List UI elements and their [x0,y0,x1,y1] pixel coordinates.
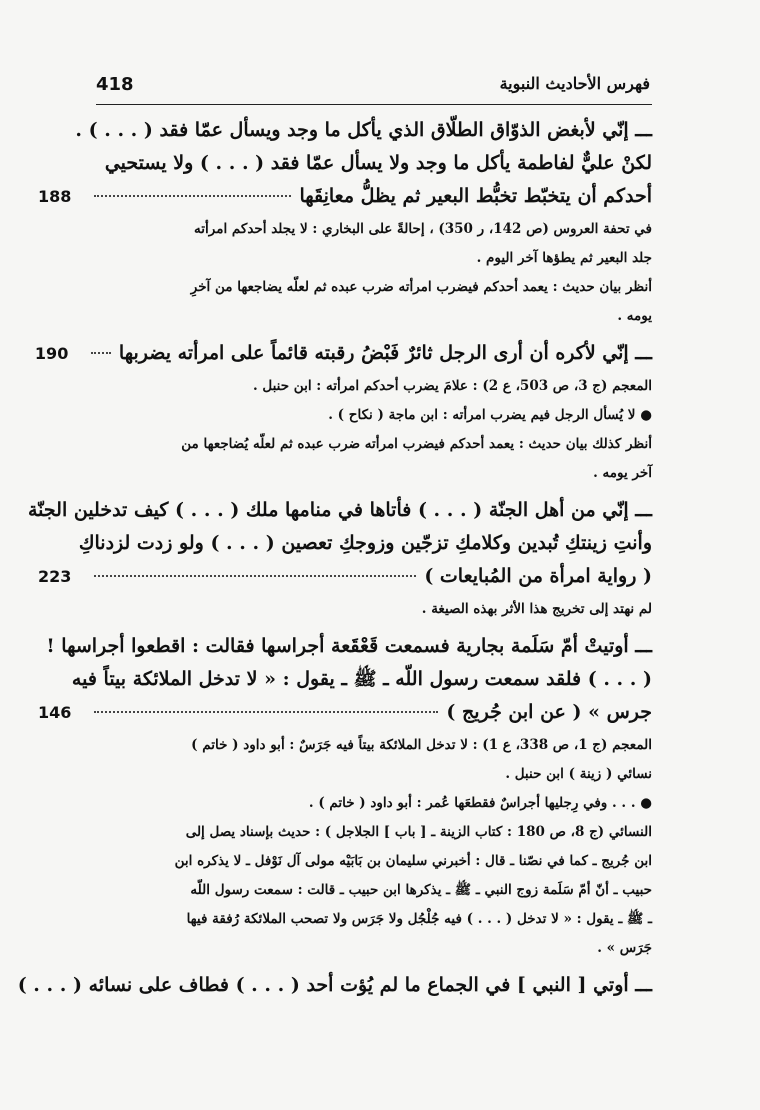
note-line: آخر يومه . [593,465,652,481]
hadith-notes [94,731,652,963]
page-reference: 190 [34,344,69,363]
hadith-text [38,630,652,729]
hadith-line: ( . . . ) فلقد سمعت رسول اللّه ـ ﷺ ـ يقول : « لا تدخل الملائكة بيتاً فيه [71,668,652,690]
note-line: نسائي ( زينة ) ابن حنبل . [505,766,652,782]
hadith-entry [34,337,652,488]
hadith-entry [17,969,652,1002]
note-line: المعجم (ج 3، ص 503، ع 2) : علامَ يضرب أحدكم امرأته : ابن حنبل . [252,378,652,394]
hadith-entry [38,630,652,963]
hadith-line: ـــ إنّي من أهل الجنّة ( . . . ) فأتاها في منامها ملك ( . . . ) كيف تدخلين الجنّة [27,499,652,521]
hadith-line: لكنْ عليٌّ لفاطمة يأكل ما وجد ولا يسأل عمّا فقد ( . . . ) ولا يستحيي [104,152,652,174]
hadith-notes [94,215,652,331]
hadith-line: وأنتِ زينتكِ تُبدين وكلامكِ تزجّين وزوجكِ تعصين ( . . . ) ولو زدت لزدناكِ [78,532,652,554]
note-line: النسائي (ج 8، ص 180 : كتاب الزينة ـ [ باب ] الجلاجل ) : حديث بإسناد يصل إلى [185,824,652,840]
hadith-notes [94,595,652,624]
hadith-text [17,969,652,1002]
note-line: يومه . [617,308,652,324]
hadith-text [27,494,652,593]
note-line: في تحفة العروس (ص 142، ر 350) ، إحالةً على البخاري : لا يجلد أحدكم امرأته [194,221,652,237]
hadith-line: ـــ أوتي [ النبي ] في الجماع ما لم يُؤت أحد ( . . . ) فطاف على نسائه ( . . . ) [17,974,652,996]
running-title: فهرس الأحاديث النبوية [499,74,650,93]
hadith-line: ـــ أوتيتْ أمّ سَلَمة بجارية فسمعت قَعْقَعة أجراسها فقالت : اقطعوا أجراسها ! [46,635,652,657]
hadith-index [17,108,652,1002]
note-line: حبيب ـ أنّ أمّ سَلَمة زوج النبي ـ ﷺ ـ يذكرها ابن حبيب ـ قالت : سمعت رسول اللّه [190,882,652,898]
header-rule [96,104,652,105]
note-line: أنظر كذلك بيان حديث : يعمد أحدكم فيضرب امرأته ضرب عبده ثم لعلّه يُضاجعها من [181,436,652,452]
note-line: جلد البعير ثم يطؤها آخر اليوم . [476,250,652,266]
hadith-entry [38,114,652,331]
hadith-entry [27,494,652,624]
page-reference: 223 [38,567,72,586]
hadith-line: ـــ إنّي لأبغض الذوّاق الطلّاق الذي يأكل ما وجد ويسأل عمّا فقد ( . . . ) . [75,119,652,141]
hadith-line: أحدكم أن يتخبّط تخبُّط البعير ثم يظلُّ معانِقَها [299,185,652,207]
note-line: لم نهتد إلى تخريج هذا الأثر بهذه الصيغة . [421,601,652,617]
hadith-notes [94,372,652,488]
note-line: المعجم (ج 1، ص 338، ع 1) : لا تدخل الملائكة بيتاً فيه جَرَسٌ : أبو داود ( خاتم ) [191,737,652,753]
note-line: أنظر بيان حديث : يعمد أحدكم فيضرب امرأته ضرب عبده ثم لعلّه يضاجعها من آخرِ [190,279,652,295]
hadith-line: ـــ إنّي لأكره أن أرى الرجل ثائرٌ فَبْضُ رقبته قائماً على امرأته يضربها [118,342,652,364]
hadith-text [34,337,652,370]
note-line: ـ ﷺ ـ يقول : « لا تدخل ( . . . ) فيه جُلْجُل ولا جَرَس ولا تصحب الملائكة رُفقة فيها [186,911,652,927]
page-number: 418 [96,74,134,95]
note-line: ابن جُريج ـ كما في نصّنا ـ قال : أخبرني سليمان بن بَابَيْه مولى آل نَوْفل ـ لا يذكره ابن [174,853,652,869]
note-line: جَرَس » . [597,940,652,956]
hadith-line: جرس » ( عن ابن جُريج ) [446,701,652,723]
hadith-line: ( رواية امرأة من المُبايعات ) [424,565,652,587]
page-reference: 188 [38,187,72,206]
note-line: ● لا يُسأل الرجل فيم يضرب امرأته : ابن ماجة ( نكاح ) . [328,407,652,423]
hadith-text [38,114,652,213]
leader-dots [94,195,291,197]
leader-dots [94,575,416,577]
page-reference: 146 [38,703,72,722]
note-line: ● . . . وفي رِجليها أجراسٌ فقطعَها عُمر : أبو داود ( خاتم ) . [308,795,652,811]
leader-dots [91,352,111,354]
page-header [96,72,650,102]
leader-dots [94,711,438,713]
